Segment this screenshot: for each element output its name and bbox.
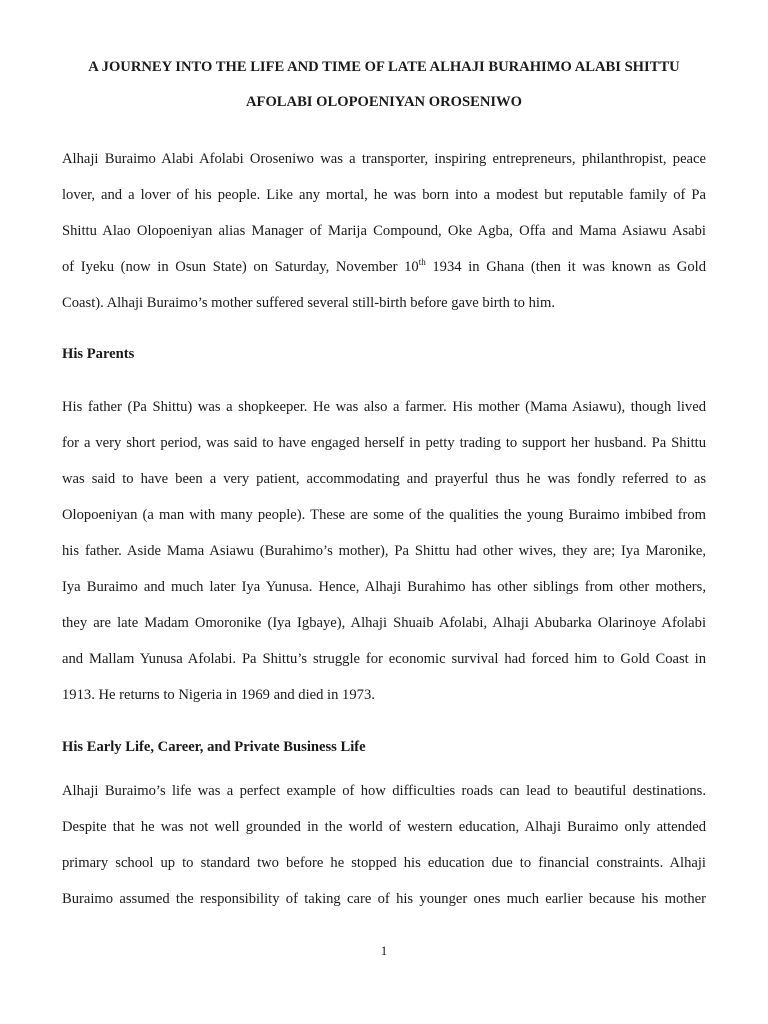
paragraph-line: Buraimo assumed the responsibility of taking care of his younger ones much earlier because his mother	[62, 891, 706, 907]
paragraph-line-with-superscript	[62, 249, 706, 285]
parents-paragraph	[62, 389, 706, 713]
section-heading-early-life: His Early Life, Career, and Private Business Life	[62, 739, 366, 755]
line-text-after-superscript: 1934 in Ghana (then it was known as Gold	[425, 259, 706, 275]
paragraph-line: Iya Buraimo and much later Iya Yunusa. Hence, Alhaji Burahimo has other siblings from other mothers,	[62, 579, 706, 595]
document-title-line-2: AFOLABI OLOPOENIYAN OROSENIWO	[246, 94, 522, 110]
page-number: 1	[380, 943, 388, 958]
ordinal-superscript: th	[418, 257, 426, 268]
document-title-line-1: A JOURNEY INTO THE LIFE AND TIME OF LATE ALHAJI BURAHIMO ALABI SHITTU	[88, 59, 680, 75]
paragraph-line: and Mallam Yunusa Afolabi. Pa Shittu’s struggle for economic survival had forced him to Gold Coast in	[62, 651, 706, 667]
paragraph-line: they are late Madam Omoronike (Iya Igbaye), Alhaji Shuaib Afolabi, Alhaji Abubarka Olarinoye Afolabi	[62, 615, 706, 631]
paragraph-line: Alhaji Buraimo’s life was a perfect example of how difficulties roads can lead to beautiful destinations.	[62, 783, 706, 799]
paragraph-line: Alhaji Buraimo Alabi Afolabi Oroseniwo was a transporter, inspiring entrepreneurs, philanthropist, peace	[62, 151, 706, 167]
paragraph-line: Coast). Alhaji Buraimo’s mother suffered several still-birth before gave birth to him.	[62, 295, 555, 311]
early-life-paragraph	[62, 773, 706, 917]
paragraph-line: Shittu Alao Olopoeniyan alias Manager of Marija Compound, Oke Agba, Offa and Mama Asiawu Asabi	[62, 223, 706, 239]
section-heading-parents: His Parents	[62, 346, 135, 362]
paragraph-line: his father. Aside Mama Asiawu (Burahimo’s mother), Pa Shittu had other wives, they are; Iya Maronike,	[62, 543, 706, 559]
intro-paragraph	[62, 141, 706, 321]
line-text-before-superscript: of Iyeku (now in Osun State) on Saturday, November 10	[62, 259, 419, 275]
paragraph-line: primary school up to standard two before he stopped his education due to financial constraints. Alhaji	[62, 855, 706, 871]
paragraph-line: lover, and a lover of his people. Like any mortal, he was born into a modest but reputable family of Pa	[62, 187, 706, 203]
paragraph-line: 1913. He returns to Nigeria in 1969 and died in 1973.	[62, 687, 375, 703]
paragraph-line: for a very short period, was said to have engaged herself in petty trading to support her husband. Pa Shittu	[62, 435, 706, 451]
paragraph-line: His father (Pa Shittu) was a shopkeeper. He was also a farmer. His mother (Mama Asiawu), though lived	[62, 399, 706, 415]
paragraph-line: Olopoeniyan (a man with many people). These are some of the qualities the young Buraimo imbibed from	[62, 507, 706, 523]
paragraph-line: Despite that he was not well grounded in the world of western education, Alhaji Buraimo only attended	[62, 819, 706, 835]
paragraph-line: was said to have been a very patient, accommodating and prayerful thus he was fondly referred to as	[62, 471, 706, 487]
